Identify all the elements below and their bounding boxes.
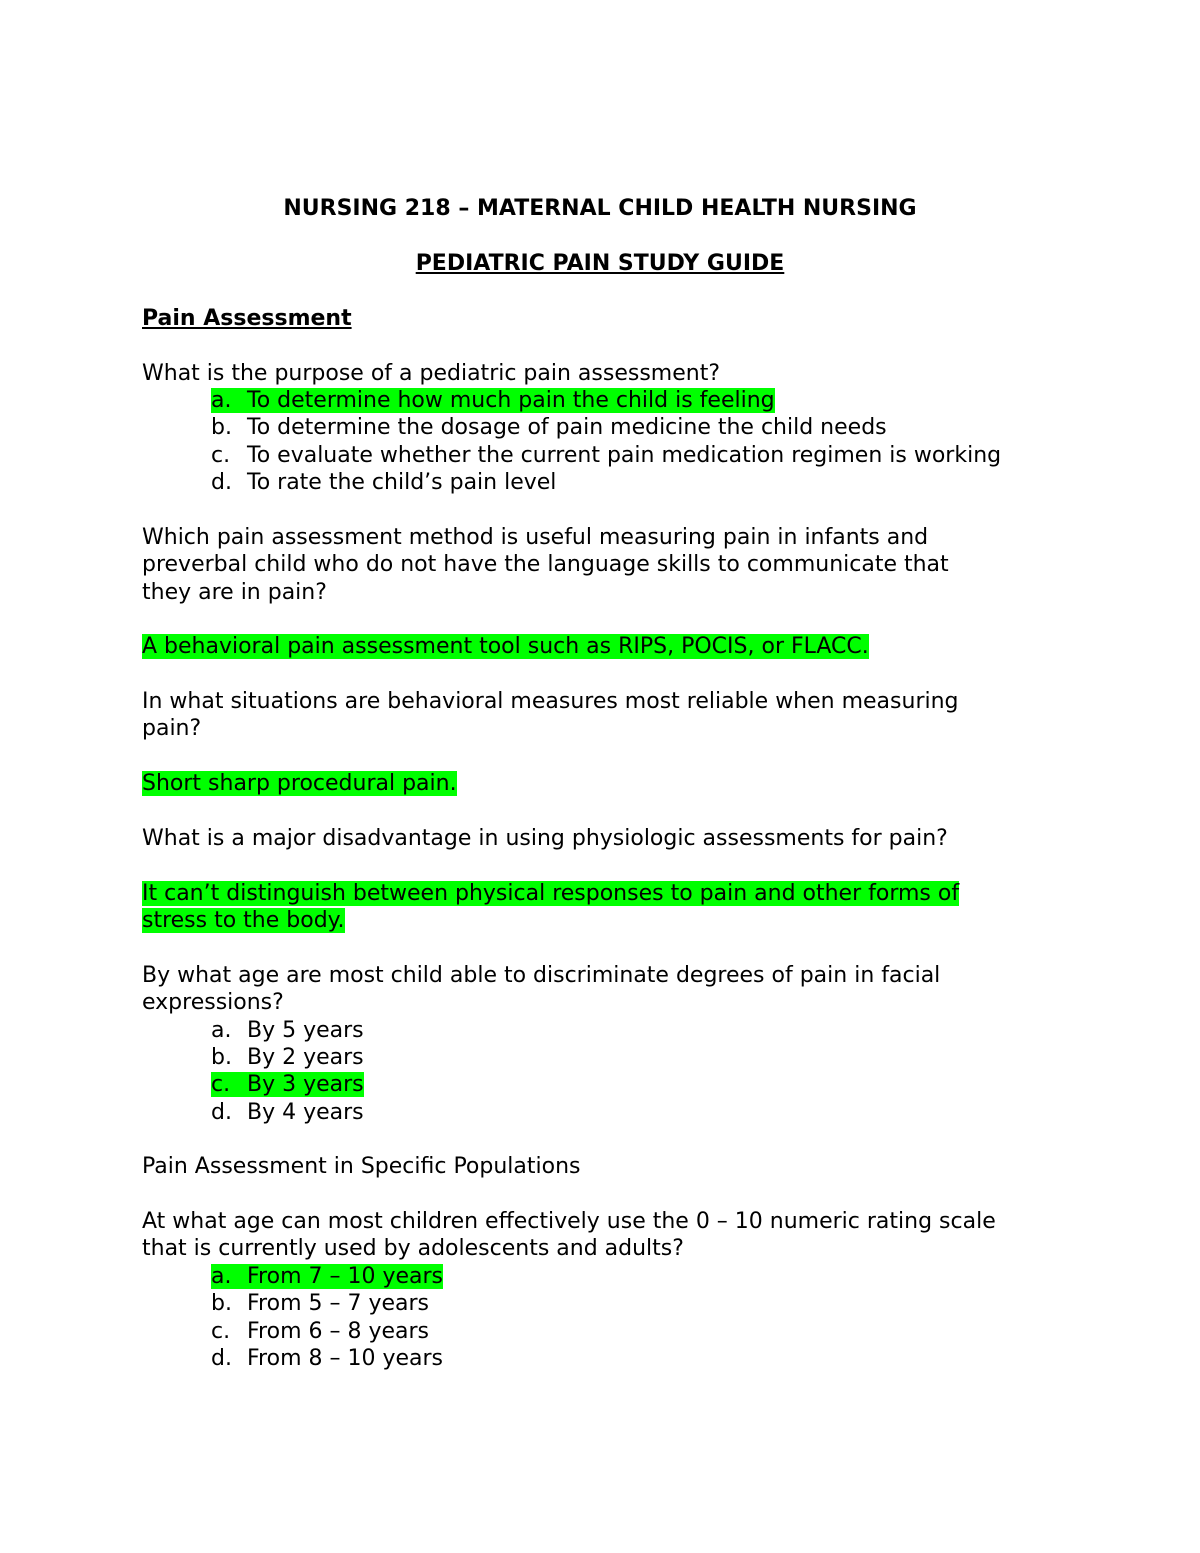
q6-option-b — [211, 1290, 429, 1318]
option-text: By 5 years — [247, 1018, 364, 1043]
q5-option-a — [211, 1017, 364, 1045]
option-letter: c. — [211, 1319, 231, 1344]
q1-option-b — [211, 414, 887, 442]
option-letter: d. — [211, 1346, 232, 1371]
option-letter: b. — [211, 1291, 232, 1316]
answer-4-line-1 — [142, 880, 959, 908]
q1-option-a — [211, 387, 775, 415]
option-letter: a. — [211, 388, 232, 413]
option-text: To determine the dosage of pain medicine the child needs — [247, 415, 887, 440]
question-4: What is a major disadvantage in using physiologic assessments for pain? — [142, 826, 948, 851]
option-text: To rate the child’s pain level — [247, 470, 557, 495]
course-title: NURSING 218 – MATERNAL CHILD HEALTH NURSING — [283, 196, 917, 221]
answer-4-line-2 — [142, 907, 345, 935]
q5-option-c — [211, 1071, 364, 1099]
guide-title-text: PEDIATRIC PAIN STUDY GUIDE — [415, 251, 785, 276]
option-text: From 5 – 7 years — [247, 1291, 430, 1316]
q1-option-c — [211, 442, 1001, 470]
option-text: By 4 years — [247, 1100, 364, 1125]
option-text: From 7 – 10 years — [247, 1264, 444, 1289]
question-6-line-1: At what age can most children effectively use the 0 – 10 numeric rating scale — [142, 1209, 996, 1234]
q1-option-a-highlight — [211, 388, 775, 413]
question-6-line-2: that is currently used by adolescents and adults? — [142, 1236, 684, 1261]
option-letter: a. — [211, 1264, 232, 1289]
question-1: What is the purpose of a pediatric pain assessment? — [142, 361, 721, 386]
question-3-line-2: pain? — [142, 716, 202, 741]
question-2-line-3: they are in pain? — [142, 580, 327, 605]
question-3-line-1: In what situations are behavioral measures most reliable when measuring — [142, 689, 959, 714]
option-text: By 2 years — [247, 1045, 364, 1070]
subheading: Pain Assessment in Specific Populations — [142, 1154, 581, 1179]
q6-option-a — [211, 1263, 443, 1291]
answer-2-text: A behavioral pain assessment tool such as RIPS, POCIS, or FLACC. — [142, 634, 869, 659]
option-text: To evaluate whether the current pain medication regimen is working — [247, 443, 1002, 468]
q5-option-c-highlight — [211, 1072, 364, 1097]
answer-3 — [142, 770, 457, 798]
section-heading — [142, 305, 352, 333]
option-text: To determine how much pain the child is feeling — [247, 388, 775, 413]
question-5-line-2: expressions? — [142, 990, 284, 1015]
option-letter: b. — [211, 415, 232, 440]
answer-4-line-2-text: stress to the body. — [142, 908, 345, 933]
section-heading-text: Pain Assessment — [142, 306, 352, 331]
option-letter: c. — [211, 1072, 231, 1097]
guide-title — [0, 250, 1200, 278]
question-5-line-1: By what age are most child able to discriminate degrees of pain in facial — [142, 963, 941, 988]
option-text: From 6 – 8 years — [247, 1319, 430, 1344]
q6-option-c — [211, 1318, 429, 1346]
answer-2 — [142, 633, 869, 661]
q5-option-d — [211, 1099, 364, 1127]
option-text: From 8 – 10 years — [247, 1346, 444, 1371]
q1-option-d — [211, 469, 556, 497]
option-letter: d. — [211, 470, 232, 495]
question-2-line-2: preverbal child who do not have the language skills to communicate that — [142, 552, 949, 577]
option-letter: a. — [211, 1018, 232, 1043]
q5-option-b — [211, 1044, 364, 1072]
answer-4-line-1-text: It can’t distinguish between physical responses to pain and other forms of — [142, 881, 960, 906]
q6-option-a-highlight — [211, 1264, 443, 1289]
q6-option-d — [211, 1345, 443, 1373]
answer-3-text: Short sharp procedural pain. — [142, 771, 457, 796]
option-letter: c. — [211, 443, 231, 468]
option-letter: b. — [211, 1045, 232, 1070]
option-letter: d. — [211, 1100, 232, 1125]
option-text: By 3 years — [247, 1072, 364, 1097]
question-2-line-1: Which pain assessment method is useful measuring pain in infants and — [142, 525, 929, 550]
